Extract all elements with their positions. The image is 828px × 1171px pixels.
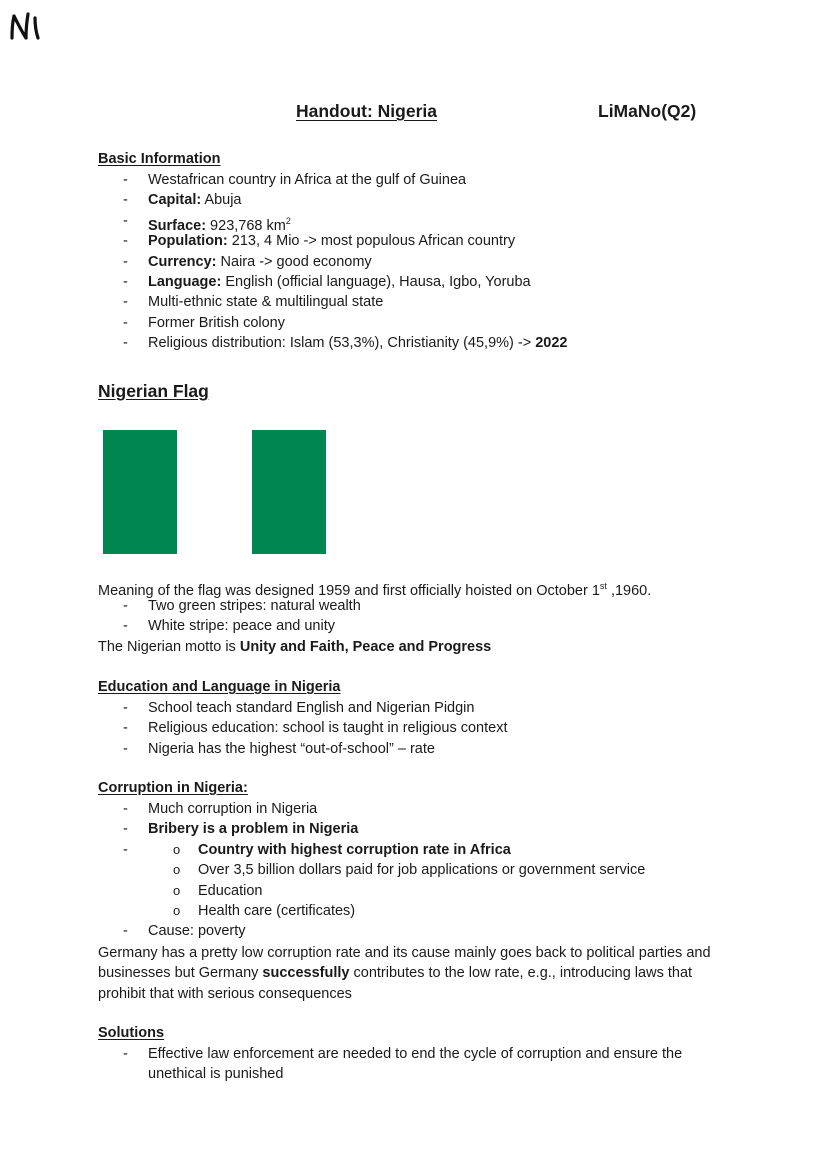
list-item: - Bribery is a problem in Nigeria	[98, 819, 738, 839]
bribery-sub-list	[98, 840, 738, 922]
corruption-list	[98, 799, 738, 942]
list-item: - Westafrican country in Africa at the gulf of Guinea	[98, 170, 738, 190]
page-title: Handout: Nigeria	[296, 101, 437, 121]
solutions-heading: Solutions	[98, 1025, 165, 1041]
corruption-heading: Corruption in Nigeria:	[98, 780, 248, 796]
list-item: - Cause: poverty	[98, 921, 738, 941]
handwritten-ni-logo-icon	[8, 8, 44, 44]
solutions-list	[98, 1044, 738, 1085]
list-item: - Effective law enforcement are needed to end the cycle of corruption and ensure the unethical is punished	[98, 1044, 720, 1085]
flag-meaning-text: Meaning of the flag was designed 1959 and first officially hoisted on October 1st ,1960.	[98, 581, 652, 599]
list-item: - Population: 213, 4 Mio -> most populous African country	[98, 231, 738, 251]
list-item: - Language: English (official language), Hausa, Igbo, Yoruba	[98, 272, 738, 292]
list-item: - School teach standard English and Nigerian Pidgin	[98, 698, 738, 718]
flag-green-stripe-left	[103, 430, 177, 554]
list-item: - Multi-ethnic state & multilingual state	[98, 292, 738, 312]
sub-list-container	[98, 840, 738, 922]
author-tag: LiMaNo(Q2)	[598, 101, 697, 121]
list-item: - Nigeria has the highest “out-of-school” – rate	[98, 739, 738, 759]
list-item: - Former British colony	[98, 313, 738, 333]
list-item: - Currency: Naira -> good economy	[98, 252, 738, 272]
list-item: - Surface: 923,768 $km^2$	[98, 211, 738, 231]
flag-green-stripe-right	[252, 430, 326, 554]
list-item: - Religious distribution: Islam (53,3%), Christianity (45,9%) -> 2022	[98, 333, 738, 353]
list-item: - Religious education: school is taught in religious context	[98, 718, 738, 738]
sub-list-item: o Health care (certificates)	[98, 901, 738, 921]
flag-meaning-list	[98, 596, 738, 637]
education-list	[98, 698, 738, 759]
germany-comparison-paragraph: Germany has a pretty low corruption rate and its cause mainly goes back to political parties and businesses but Germany successfully contributes to the low rate, e.g., introducing laws that prohibit that with serious consequences	[98, 945, 711, 1002]
motto-text: The Nigerian motto is Unity and Faith, Peace and Progress	[98, 639, 492, 655]
flag-white-stripe	[177, 430, 251, 554]
list-item: - Much corruption in Nigeria	[98, 799, 738, 819]
nigerian-flag-image	[103, 430, 326, 554]
list-item: - Two green stripes: natural wealth	[98, 596, 738, 616]
sub-list-item: o - Country with highest corruption rate in Africa	[98, 840, 738, 860]
sub-list-item: o Education	[98, 881, 738, 901]
flag-heading: Nigerian Flag	[98, 381, 209, 401]
education-heading: Education and Language in Nigeria	[98, 679, 341, 695]
sub-list-item: o Over 3,5 billion dollars paid for job applications or government service	[98, 860, 738, 880]
list-item: - White stripe: peace and unity	[98, 616, 738, 636]
basic-info-list	[98, 170, 738, 354]
basic-info-heading: Basic Information	[98, 151, 221, 167]
header	[0, 101, 828, 123]
list-item: - Capital: Abuja	[98, 190, 738, 210]
